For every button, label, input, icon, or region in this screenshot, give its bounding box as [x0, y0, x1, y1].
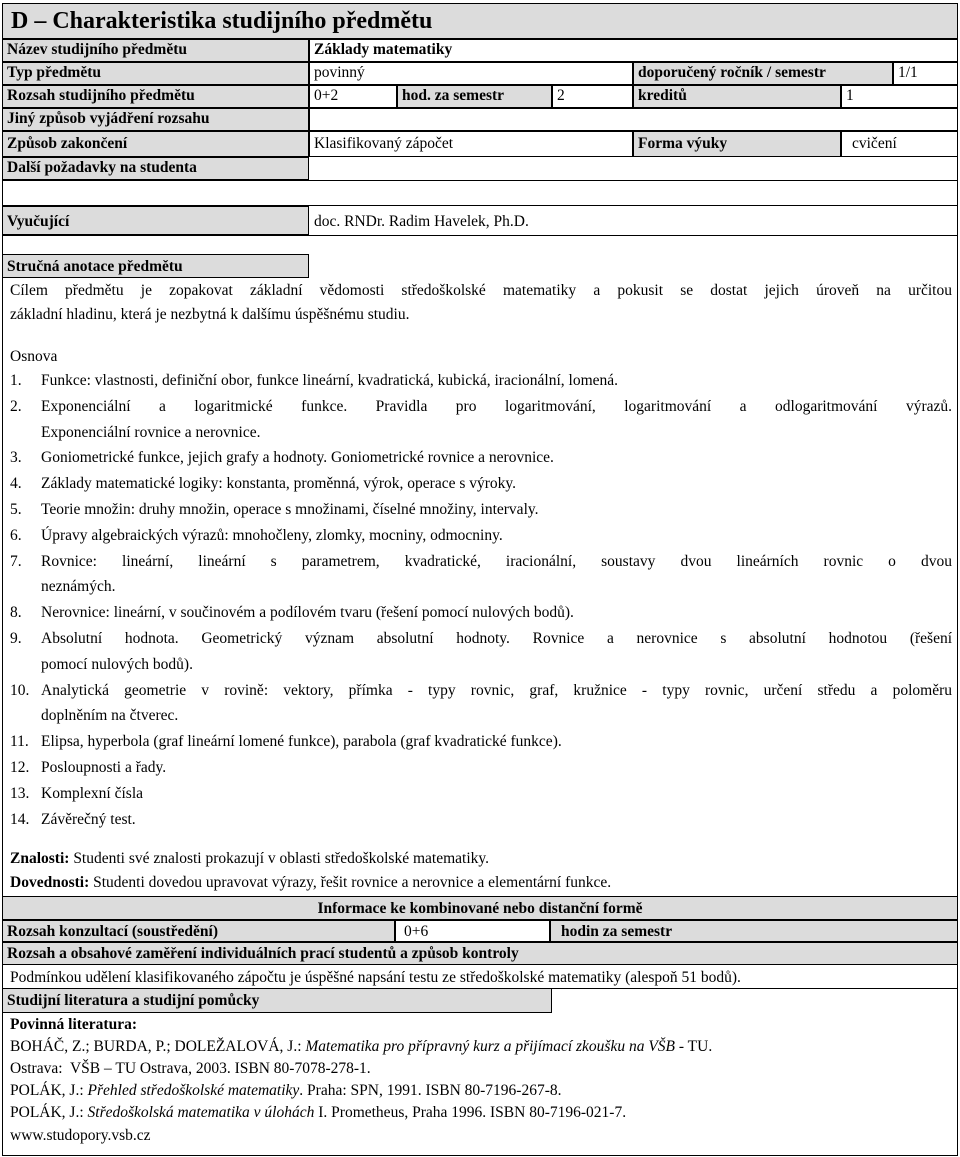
hours-label: hod. za semestr — [397, 85, 552, 108]
syllabus-item-text: Analytická geometrie v rovině: vektory, přímka - typy rovnic, graf, kružnice - typy rovnic, určení středu a poloměru — [41, 681, 952, 699]
syllabus-item-number: 6. — [10, 526, 22, 544]
reference-3-authors: POLÁK, J.: — [10, 1104, 88, 1121]
completion-label: Způsob zakončení — [2, 131, 309, 157]
reference-2 — [10, 1079, 562, 1103]
syllabus-item-text: Exponenciální rovnice a nerovnice. — [41, 423, 261, 441]
syllabus-item-text: Absolutní hodnota. Geometrický význam absolutní hodnoty. Rovnice a nerovnice s absolutní hodnotou (řešení — [41, 630, 952, 647]
syllabus-item-number: 14. — [10, 810, 30, 828]
reference-2-rest: . Praha: SPN, 1991. ISBN 80-7196-267-8. — [299, 1082, 562, 1099]
frame-right — [957, 3, 958, 1155]
other-scope-value — [309, 108, 958, 131]
reference-1-title: Matematika pro přípravný kurz a přijímací zkoušku na VŠB — [305, 1038, 676, 1055]
syllabus-item-number: 7. — [10, 552, 22, 570]
syllabus-item-text: Posloupnosti a řady. — [41, 759, 167, 776]
credits-label: kreditů — [633, 85, 841, 108]
reference-2-title: Přehled středoškolské matematiky — [87, 1082, 300, 1099]
completion-value: Klasifikovaný zápočet — [309, 131, 633, 157]
knowledge-value: Studenti své znalosti prokazují v oblasti středoškolské matematiky. — [69, 850, 490, 867]
literature-heading: Studijní literatura a studijní pomůcky — [2, 988, 552, 1013]
syllabus-item-text: neznámých. — [41, 578, 116, 596]
reference-3-title: Středoškolská matematika v úlohách — [87, 1104, 315, 1121]
credits-value: 1 — [841, 85, 958, 108]
consultation-unit: hodin za semestr — [550, 920, 958, 942]
skills-text — [10, 870, 952, 896]
teaching-form-label: Forma výuky — [633, 131, 841, 157]
consultation-value: 0+6 — [395, 920, 550, 942]
syllabus-item — [10, 807, 952, 833]
course-scope-value: 0+2 — [309, 85, 397, 108]
course-type-label: Typ předmětu — [2, 62, 309, 85]
syllabus-item-number: 5. — [10, 501, 22, 518]
syllabus-item-number: 8. — [10, 604, 22, 622]
syllabus-item-text: Rovnice: lineární, lineární s parametrem, kvadratické, iracionální, soustavy dvou lineárních rovnic o dvou — [41, 552, 952, 570]
syllabus-item-text: Nerovnice: lineární, v součinovém a podílovém tvaru (řešení pomocí nulových bodů). — [41, 604, 574, 622]
syllabus-item — [10, 523, 952, 549]
frame-bottom — [2, 1155, 958, 1156]
syllabus-item-text: Úpravy algebraických výrazů: mnohočleny, zlomky, mocniny, odmocniny. — [41, 526, 503, 544]
recommended-year-label: doporučený ročník / semestr — [633, 62, 893, 85]
teacher-value: doc. RNDr. Radim Havelek, Ph.D. — [314, 213, 529, 230]
skills-value: Studenti dovedou upravovat výrazy, řešit rovnice a nerovnice a elementární funkce. — [89, 874, 612, 891]
syllabus-item — [10, 781, 952, 807]
syllabus-item — [10, 471, 952, 497]
syllabus-item — [10, 626, 952, 678]
syllabus-item — [10, 549, 952, 601]
website-link[interactable]: www.studopory.vsb.cz — [10, 1127, 151, 1144]
syllabus-item — [10, 445, 952, 471]
syllabus-item-number: 3. — [10, 449, 22, 467]
requirements-value — [2, 180, 958, 206]
reference-2-authors: POLÁK, J.: — [10, 1082, 88, 1099]
reference-1-authors: BOHÁČ, Z.; BURDA, P.; DOLEŽALOVÁ, J.: — [10, 1038, 306, 1055]
syllabus-item-text: Teorie množin: druhy množin, operace s množinami, číselné množiny, intervaly. — [41, 501, 539, 518]
syllabus-item-text: Exponenciální a logaritmické funkce. Pravidla pro logaritmování, logaritmování a odlogaritmování výrazů. — [41, 397, 952, 415]
course-name-value: Základy matematiky — [309, 39, 958, 62]
course-name-label: Název studijního předmětu — [2, 39, 309, 62]
syllabus-item-text: Komplexní čísla — [41, 784, 144, 802]
annotation-heading: Stručná anotace předmětu — [2, 254, 309, 278]
required-literature-label: Povinná literatura: — [10, 1016, 137, 1033]
individual-work-heading: Rozsah a obsahové zaměření individuálních prací studentů a způsob kontroly — [2, 942, 958, 965]
syllabus-item-text: pomocí nulových bodů). — [41, 655, 193, 673]
annotation-line-1: Cílem předmětu je zopakovat základní vědomosti středoškolské matematiky a pokusit se dostat jejich úroveň na určitou — [10, 282, 952, 299]
skills-label: Dovednosti: — [10, 874, 90, 891]
requirements-label: Další požadavky na studenta — [2, 157, 309, 180]
course-type-value: povinný — [309, 62, 633, 85]
syllabus-item-number: 11. — [10, 733, 29, 751]
knowledge-label: Znalosti: — [10, 850, 70, 867]
teacher-label: Vyučující — [2, 206, 309, 235]
reference-1-publisher: Ostrava: VŠB – TU Ostrava, 2003. ISBN 80-7078-278-1. — [10, 1060, 371, 1077]
annotation-line-2: základní hladinu, která je nezbytná k dalšímu úspěšnému studiu. — [10, 306, 410, 323]
syllabus-item-number: 4. — [10, 475, 22, 493]
syllabus-item — [10, 600, 952, 626]
reference-1 — [10, 1035, 712, 1059]
syllabus-item-text: Závěrečný test. — [41, 810, 136, 828]
reference-3-rest: I. Prometheus, Praha 1996. ISBN 80-7196-021-7. — [314, 1104, 627, 1121]
consultation-label: Rozsah konzultací (soustředění) — [2, 920, 395, 942]
teaching-form-value: cvičení — [841, 131, 958, 157]
course-scope-label: Rozsah studijního předmětu — [2, 85, 309, 108]
syllabus-item-number: 13. — [10, 784, 30, 802]
syllabus-item-text: Elipsa, hyperbola (graf lineární lomené funkce), parabola (graf kvadratické funkce). — [41, 733, 562, 751]
syllabus-item — [10, 368, 952, 394]
hours-value: 2 — [552, 85, 633, 108]
completion-condition: Podmínkou udělení klasifikovaného zápočtu je úspěšné napsání testu ze středoškolské matematiky (alespoň 51 bodů). — [10, 969, 741, 986]
syllabus-item-number: 1. — [10, 372, 22, 389]
syllabus-item-number: 10. — [10, 681, 30, 699]
syllabus-item-number: 9. — [10, 630, 22, 647]
syllabus-item-text: Funkce: vlastnosti, definiční obor, funkce lineární, kvadratická, kubická, iracionální, lomená. — [41, 372, 619, 389]
other-scope-label: Jiný způsob vyjádření rozsahu — [2, 108, 309, 131]
syllabus-item — [10, 755, 952, 781]
syllabus-item — [10, 497, 952, 523]
syllabus-item — [10, 729, 952, 755]
syllabus-heading: Osnova — [10, 348, 58, 365]
recommended-year-value: 1/1 — [893, 62, 958, 85]
reference-1-rest: - TU. — [675, 1038, 713, 1055]
page-title: D – Charakteristika studijního předmětu — [2, 3, 958, 39]
reference-3 — [10, 1101, 626, 1125]
syllabus-item-text: Goniometrické funkce, jejich grafy a hodnoty. Goniometrické rovnice a nerovnice. — [41, 449, 554, 467]
syllabus-item-number: 12. — [10, 759, 30, 776]
combined-heading: Informace ke kombinované nebo distanční formě — [2, 896, 958, 920]
syllabus-item-text: Základy matematické logiky: konstanta, proměnná, výrok, operace s výroky. — [41, 475, 517, 493]
syllabus-item-number: 2. — [10, 397, 22, 415]
syllabus-item — [10, 394, 952, 446]
syllabus-item — [10, 678, 952, 730]
knowledge-text — [10, 846, 952, 872]
syllabus-item-text: doplněním na čtverec. — [41, 707, 179, 725]
divider — [2, 235, 958, 236]
